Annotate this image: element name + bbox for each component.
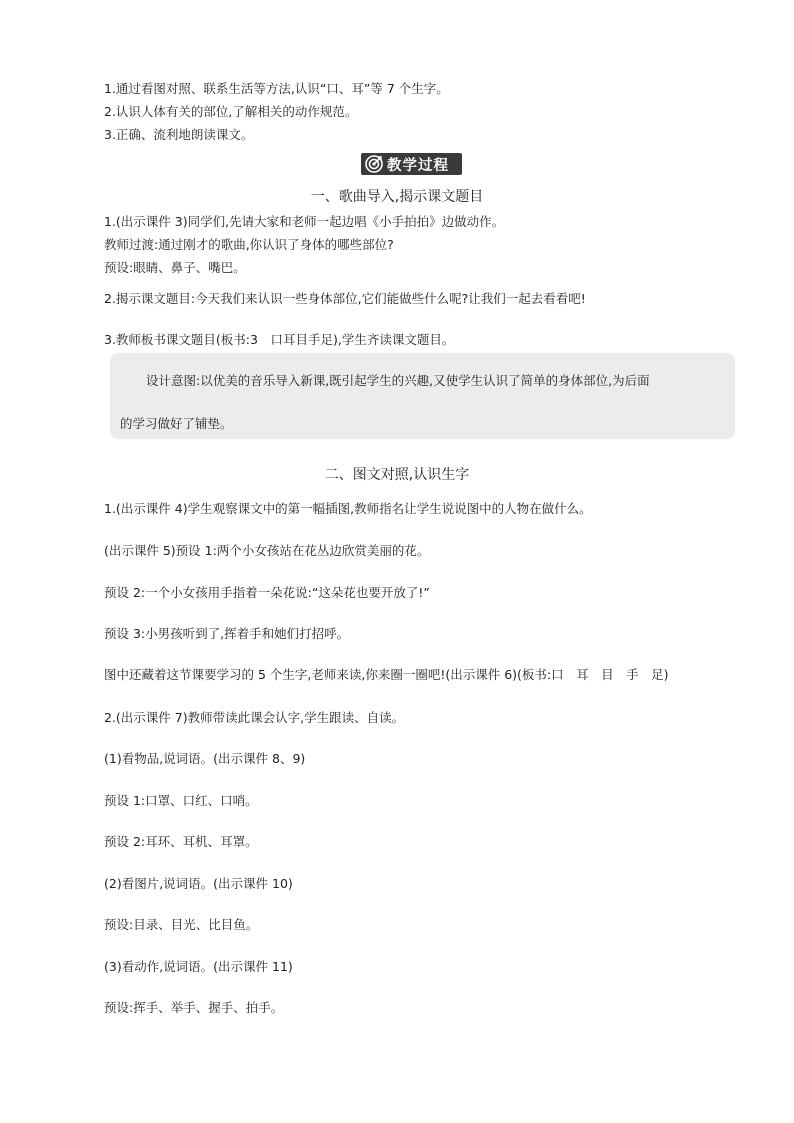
- section-2-line-2: (出示课件 5)预设 1:两个小女孩站在花丛边欣赏美丽的花。: [104, 543, 430, 558]
- section-1-line-1: 1.(出示课件 3)同学们,先请大家和老师一起边唱《小手拍拍》边做动作。: [104, 214, 505, 229]
- section-2-line-10: (2)看图片,说词语。(出示课件 10): [104, 876, 293, 891]
- design-intent-line-1: 设计意图:以优美的音乐导入新课,既引起学生的兴趣,又使学生认识了简单的身体部位,为后面: [146, 373, 650, 388]
- section-1-line-3: 预设:眼睛、鼻子、嘴巴。: [104, 260, 246, 275]
- section-2-line-9: 预设 2:耳环、耳机、耳罩。: [104, 834, 258, 849]
- section-1-line-4: 2.揭示课文题目:今天我们来认识一些身体部位,它们能做些什么呢?让我们一起去看看吧!: [104, 291, 586, 306]
- badge-label: 教学过程: [387, 157, 449, 174]
- section-2-line-6: 2.(出示课件 7)教师带读此课会认字,学生跟读、自读。: [104, 710, 405, 725]
- design-intent-box: [110, 353, 735, 439]
- objective-1: 1.通过看图对照、联系生活等方法,认识“口、耳”等 7 个生字。: [104, 81, 449, 96]
- section-1-title: 一、歌曲导入,揭示课文题目: [310, 189, 484, 205]
- section-2-line-4: 预设 3:小男孩听到了,挥着手和她们打招呼。: [104, 626, 350, 641]
- design-intent-line-2: 的学习做好了铺垫。: [120, 416, 233, 431]
- section-2-line-11: 预设:目录、目光、比目鱼。: [104, 917, 259, 932]
- target-icon: [364, 154, 384, 174]
- section-1-line-2: 教师过渡:通过刚才的歌曲,你认识了身体的哪些部位?: [104, 237, 394, 252]
- section-2-line-13: 预设:挥手、举手、握手、拍手。: [104, 1000, 284, 1015]
- section-2-line-1: 1.(出示课件 4)学生观察课文中的第一幅插图,教师指名让学生说说图中的人物在做什么。: [104, 501, 592, 516]
- section-2-line-8: 预设 1:口罩、口红、口哨。: [104, 793, 258, 808]
- section-2-line-12: (3)看动作,说词语。(出示课件 11): [104, 959, 293, 974]
- section-1-line-5: 3.教师板书课文题目(板书:3 口耳目手足),学生齐读课文题目。: [104, 332, 455, 347]
- section-badge: [361, 153, 462, 175]
- section-2-line-3: 预设 2:一个小女孩用手指着一朵花说:“这朵花也要开放了!”: [104, 585, 430, 600]
- objective-2: 2.认识人体有关的部位,了解相关的动作规范。: [104, 104, 358, 119]
- section-2-line-5: 图中还藏着这节课要学习的 5 个生字,老师来读,你来圈一圈吧!(出示课件 6)(板书:口 耳 目 手 足): [104, 667, 669, 682]
- section-2-title: 二、图文对照,认识生字: [324, 467, 470, 483]
- section-2-line-7: (1)看物品,说词语。(出示课件 8、9): [104, 751, 306, 766]
- objective-3: 3.正确、流利地朗读课文。: [104, 127, 254, 142]
